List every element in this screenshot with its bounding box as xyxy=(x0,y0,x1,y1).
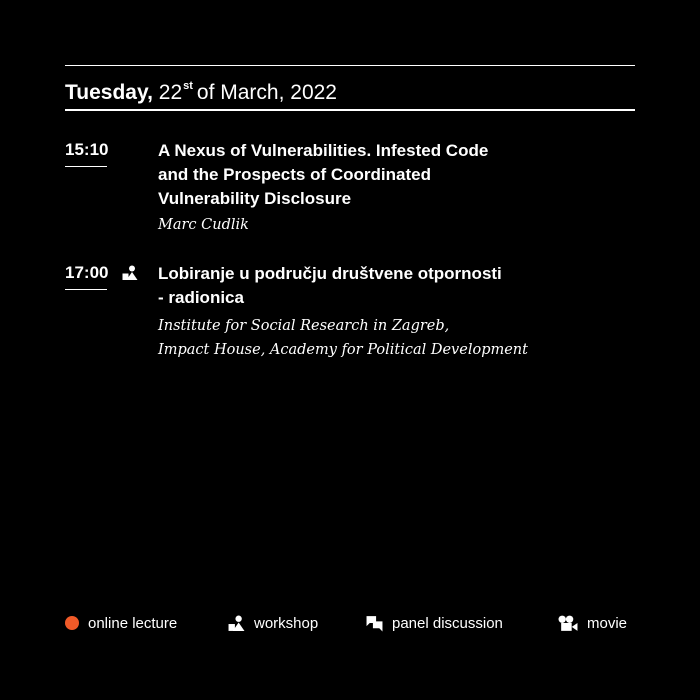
time-underline xyxy=(65,166,107,167)
time-underline xyxy=(65,289,107,290)
legend-item-online-lecture xyxy=(65,611,177,635)
month-year: of March, 2022 xyxy=(196,81,337,104)
event-time: 17:00 xyxy=(65,263,109,282)
legend-label: movie xyxy=(587,614,628,632)
speaker-line: Impact House, Academy for Political Development xyxy=(158,342,528,358)
event-title-line: and the Prospects of Coordinated xyxy=(158,165,431,184)
day-number: 22 xyxy=(158,81,183,104)
workshop-icon xyxy=(122,265,138,281)
legend-item-panel-discussion xyxy=(366,611,503,635)
online-lecture-dot-icon xyxy=(65,616,79,630)
legend-label: panel discussion xyxy=(392,614,503,632)
event-title xyxy=(158,139,558,211)
event-time: 15:10 xyxy=(65,140,109,159)
event-title-line: Lobiranje u području društvene otpornosti xyxy=(158,264,502,283)
panel-discussion-icon xyxy=(366,615,383,632)
legend-item-movie xyxy=(558,611,627,635)
event-title-line: - radionica xyxy=(158,288,244,307)
legend-label: workshop xyxy=(254,614,319,632)
event-title-line: Vulnerability Disclosure xyxy=(158,189,352,208)
workshop-icon xyxy=(228,615,245,632)
speaker-line: Marc Cudlik xyxy=(158,217,249,233)
event-speaker xyxy=(158,213,578,237)
header-rule xyxy=(65,109,635,111)
movie-icon xyxy=(558,615,578,632)
day-ordinal: st xyxy=(183,80,193,92)
event-title xyxy=(158,262,558,310)
speaker-line: Institute for Social Research in Zagreb, xyxy=(158,318,450,334)
event-speaker xyxy=(158,314,578,362)
weekday: Tuesday, xyxy=(65,81,153,104)
legend-item-workshop xyxy=(228,611,318,635)
date-heading xyxy=(65,74,337,107)
legend xyxy=(0,611,700,635)
event-title-line: A Nexus of Vulnerabilities. Infested Code xyxy=(158,141,489,160)
legend-label: online lecture xyxy=(88,614,178,632)
top-rule xyxy=(65,65,635,66)
